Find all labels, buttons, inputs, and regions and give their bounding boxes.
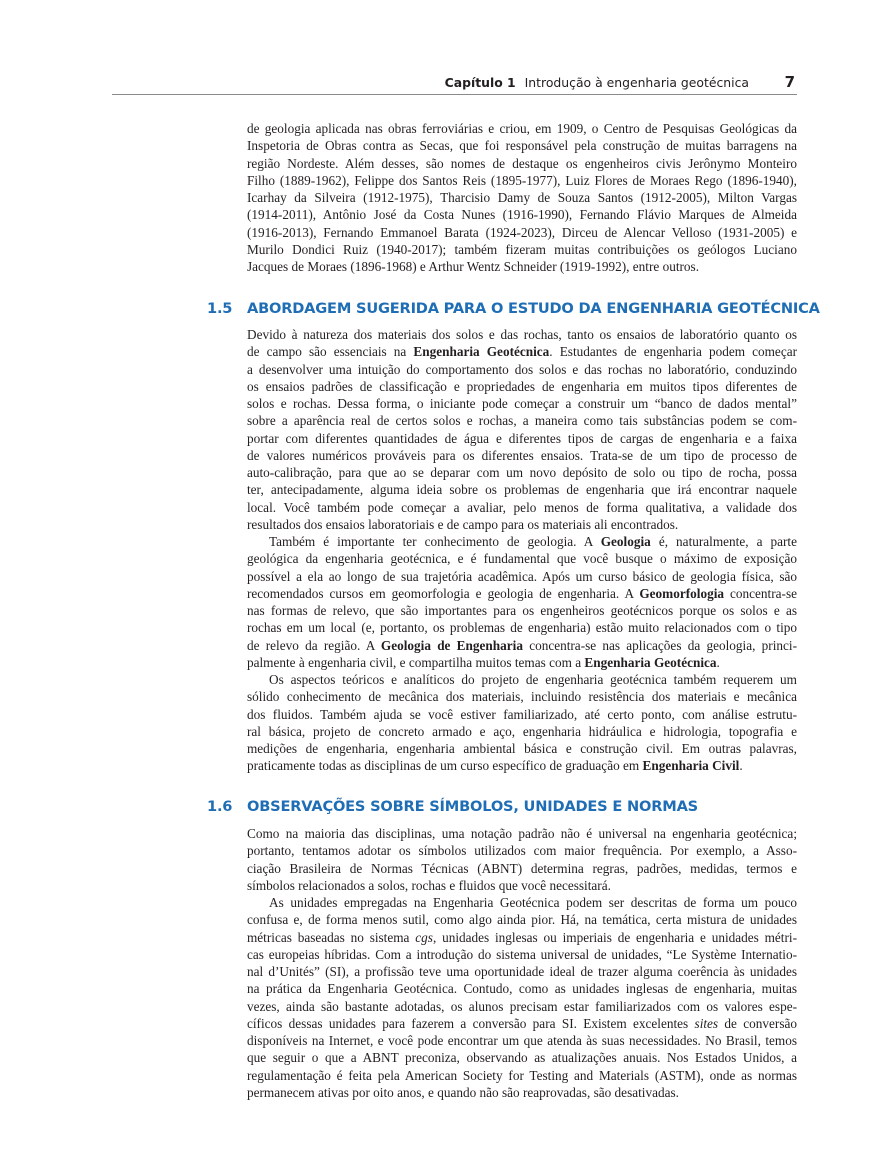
italic-term: cgs <box>415 929 433 945</box>
text-run: palmente à engenharia civil, e compartilha muitos temas com a <box>247 654 585 670</box>
section-title: ABORDAGEM SUGERIDA PARA O ESTUDO DA ENGENHARIA GEOTÉCNICA <box>247 300 820 317</box>
text-run: . <box>739 758 743 774</box>
paragraph <box>247 825 797 894</box>
text-line: ral básica, projeto de concreto armado e aço, engenharia hidráulica e hidrologia, topografia e <box>247 723 797 739</box>
text-run: . Estudantes de engenharia podem começar <box>549 344 797 360</box>
section-heading-1-5 <box>207 300 820 317</box>
text-line <box>247 343 797 360</box>
text-line: resultados dos ensaios laboratoriais e de campo para os materiais ali encontrados. <box>247 516 679 532</box>
text-run: . <box>716 654 720 670</box>
text-line: local. Você também pode começar a avaliar, pelo menos de forma qualitativa, a validade dos <box>247 499 797 515</box>
text-line: medições de engenharia, engenharia ambiental básica e construção civil. Em outras palavras, <box>247 741 797 756</box>
text-line: nas formas de relevo, que são importantes para os engenheiros geotécnicos porque os solos e as <box>247 603 797 618</box>
text-line: ter, antecipadamente, alguma ideia sobre os problemas de engenharia que irá encontrar naquele <box>247 482 797 498</box>
bold-term: Geologia <box>600 534 651 549</box>
bold-term: Geomorfologia <box>639 585 725 601</box>
text-run: praticamente todas as disciplinas de um curso específico de graduação em <box>247 758 643 774</box>
text-line: (1914-2011), Antônio José da Costa Nunes (1916-1990), Fernando Flávio Marques de Almeida <box>247 207 797 223</box>
chapter-title: Introdução à engenharia geotécnica <box>524 75 749 90</box>
italic-term: sites <box>694 1015 719 1031</box>
intro-text <box>247 120 797 275</box>
bold-term: Engenharia Geotécnica <box>584 654 717 670</box>
text-line: disponíveis na Internet, e você pode encontrar um que atenda às suas necessidades. No Brasil, temos <box>247 1033 797 1048</box>
text-line: confusa e, de forma menos sutil, como algo ainda pior. Há, na temática, certa mistura de unidades <box>247 912 797 928</box>
text-run: métricas baseadas no sistema <box>247 929 416 945</box>
text-run: recomendados cursos em geomorfologia e geologia de engenharia. A <box>247 585 640 601</box>
text-line <box>247 1015 797 1032</box>
text-line: Os aspectos teóricos e analíticos do projeto de engenharia geotécnica também requerem um <box>269 672 797 687</box>
text-line: Devido à natureza dos materiais dos solos e das rochas, tanto os ensaios de laboratório quanto os <box>247 327 797 342</box>
paragraph <box>247 120 797 275</box>
text-line: possível a ela ao longo de sua trajetória acadêmica. Após um curso básico de geologia física, são <box>247 568 797 584</box>
text-run: concentra-se <box>724 585 797 601</box>
text-line <box>247 585 797 602</box>
text-line: símbolos relacionados a solos, rochas e fluidos que você necessitará. <box>247 877 611 893</box>
page-number: 7 <box>784 73 795 91</box>
paragraph <box>247 326 797 533</box>
text-run: , unidades inglesas ou imperiais de engenharia e unidades métri- <box>432 929 797 945</box>
text-line: geológica da engenharia geotécnica, e é fundamental que você busque o máximo de exposição <box>247 551 797 567</box>
chapter-number: Capítulo 1 <box>444 75 516 90</box>
text-line: sobre a aparência real de certos solos e rochas, a maneira como tais substâncias podem se com- <box>247 413 797 429</box>
text-line: auto-calibração, para que ao se deparar com um novo depósito de solo ou tipo de rocha, possa <box>247 465 797 480</box>
text-run: concentra-se nas aplicações da geologia, princi- <box>522 637 797 653</box>
text-line <box>247 637 797 654</box>
paragraph <box>247 533 797 671</box>
text-line: de geologia aplicada nas obras ferroviárias e criou, em 1909, o Centro de Pesquisas Geológicas da <box>247 121 797 136</box>
text-line: região Nordeste. Além desses, são nomes de destaque os engenheiros civis Jerônymo Monteiro <box>247 155 797 171</box>
section-heading-1-6 <box>207 798 698 815</box>
text-line: Murilo Dondici Ruiz (1940-2017); também fizeram muitas contribuições os geólogos Luciano <box>247 241 797 257</box>
bold-term: Engenharia Civil <box>642 758 740 774</box>
text-line: Como na maioria das disciplinas, uma notação padrão não é universal na engenharia geotécnica; <box>247 826 797 841</box>
text-line: sólido conhecimento de mecânica dos materiais, incluindo resistência dos materiais e mecânica <box>247 689 797 705</box>
text-line <box>247 533 797 550</box>
text-line: permanecem ativas por oito anos, e quando não são reaprovadas, são desativadas. <box>247 1084 679 1100</box>
text-line: a desenvolver uma intuição do comportamento dos solos e das rochas no laboratório, conduzindo <box>247 361 797 377</box>
text-line: cas europeias híbridas. Com a introdução do sistema universal de unidades, “Le Système Internatio- <box>247 946 797 962</box>
text-line: Filho (1889-1962), Felippe dos Santos Reis (1895-1977), Luiz Flores de Moraes Rego (1896-1940), <box>247 172 797 188</box>
text-run: é, naturalmente, a parte <box>650 534 797 549</box>
text-line: na prática da Engenharia Geotécnica. Contudo, como as unidades inglesas de engenharia, muitas <box>247 981 797 997</box>
running-header <box>112 74 797 95</box>
section-1-5-text <box>247 326 797 775</box>
text-line <box>247 654 797 671</box>
text-line: regulamentação é feita pela American Society for Testing and Materials (ASTM), onde as normas <box>247 1067 797 1083</box>
text-line: ciação Brasileira de Normas Técnicas (ABNT) determina regras, padrões, medidas, termos e <box>247 860 797 876</box>
text-run: Também é importante ter conhecimento de geologia. A <box>269 534 601 549</box>
text-line: vezes, ainda são bastante adotadas, os alunos precisam estar familiarizados com os valores espe- <box>247 998 797 1014</box>
section-1-6-text <box>247 825 797 1101</box>
text-line: As unidades empregadas na Engenharia Geotécnica podem ser descritas de forma um pouco <box>269 895 797 910</box>
paragraph <box>247 671 797 775</box>
text-line: de valores numéricos prováveis para os diferentes ensaios. Trata-se de um tipo de processo de <box>247 447 797 463</box>
paragraph <box>247 894 797 1101</box>
text-run: de relevo da região. A <box>247 637 381 653</box>
text-run: de conversão <box>718 1015 797 1031</box>
text-line: (1916-2013), Fernando Emmanoel Barata (1924-2023), Dirceu de Alencar Velloso (1931-2005) e <box>247 224 797 240</box>
bold-term: Geologia de Engenharia <box>380 637 523 653</box>
text-line: portanto, tentamos adotar os símbolos utilizados com maior frequência. Por exemplo, a Asso- <box>247 843 797 859</box>
text-line: portar com diferentes quantidades de água e diferentes tipos de cargas de engenharia e a faixa <box>247 430 797 446</box>
text-line: rochas em um local (e, portanto, os problemas de engenharia) estão muito relacionados com o tipo <box>247 620 797 636</box>
text-line: Inspetoria de Obras contra as Secas, que foi responsável pela construção de muitas barragens na <box>247 138 797 154</box>
text-line: Icarhay da Silveira (1912-1975), Tharcisio Damy de Souza Santos (1912-2005), Milton Vargas <box>247 190 797 205</box>
text-line: dos fluidos. Também ajuda se você estiver familiarizado, até certo ponto, com análise estrutu- <box>247 706 797 722</box>
text-run: cíficos dessas unidades para fazerem a conversão para SI. Existem excelentes <box>247 1015 695 1031</box>
text-line: que seguir o que a ABNT preconiza, observando as atualizações anuais. Nos Estados Unidos, a <box>247 1050 797 1066</box>
text-line: nal d’Unités” (SI), a profissão teve uma oportunidade ideal de trazer alguma coerência às unidades <box>247 964 797 979</box>
text-line <box>247 929 797 946</box>
section-number: 1.6 <box>207 798 233 815</box>
text-run: de campo são essenciais na <box>247 344 414 360</box>
text-line <box>247 757 797 774</box>
text-line: solos e rochas. Dessa forma, o iniciante pode começar a construir um “banco de dados mental” <box>247 396 797 411</box>
section-number: 1.5 <box>207 300 233 317</box>
bold-term: Engenharia Geotécnica <box>413 344 550 360</box>
section-title: OBSERVAÇÕES SOBRE SÍMBOLOS, UNIDADES E NORMAS <box>247 798 698 815</box>
chapter-label <box>445 75 749 90</box>
text-line: os ensaios padrões de classificação e propriedades de engenharia em muitos tipos diferentes de <box>247 378 797 394</box>
text-line: Jacques de Moraes (1896-1968) e Arthur Wentz Schneider (1919-1992), entre outros. <box>247 259 700 274</box>
